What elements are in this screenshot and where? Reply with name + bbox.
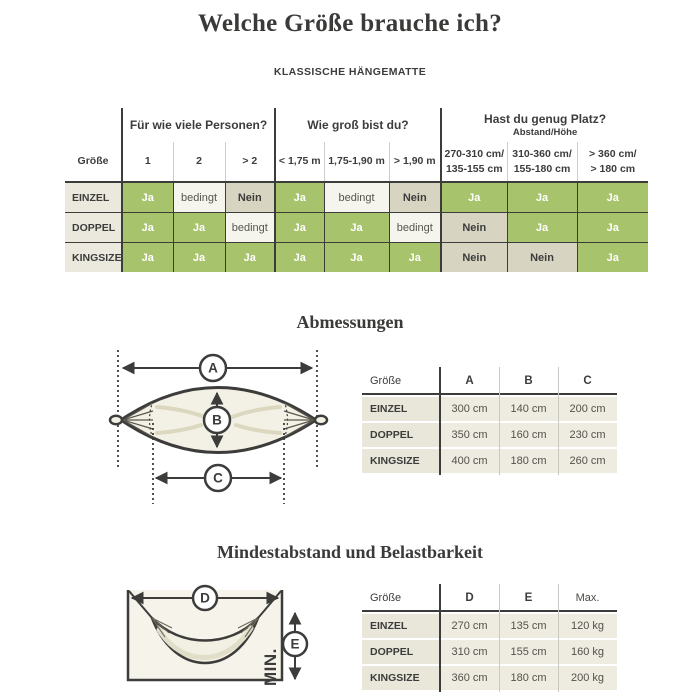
size-cell: bedingt xyxy=(173,182,225,213)
dim-label-a: A xyxy=(208,360,218,376)
size-table xyxy=(65,108,648,272)
dim-value: 300 cm xyxy=(440,397,499,421)
load-value: 270 cm xyxy=(440,614,499,638)
group-header-space-sub: Abstand/Höhe xyxy=(512,127,578,138)
size-cell: Ja xyxy=(225,243,275,273)
load-row-einzel xyxy=(362,614,617,638)
dim-value: 180 cm xyxy=(499,449,558,473)
dimensions-table xyxy=(362,367,617,475)
dimensions-header-row xyxy=(362,369,617,395)
load-row-kingsize xyxy=(362,666,617,690)
group-header-space-title: Hast du genug Platz? xyxy=(484,112,607,126)
size-cell: Ja xyxy=(507,213,577,243)
dim-value: 350 cm xyxy=(440,423,499,447)
col-header-space-1 xyxy=(441,142,507,182)
load-value: 180 cm xyxy=(499,666,558,690)
col-header-space-1-line2: 135-155 cm xyxy=(445,162,503,175)
col-header-groesse: Größe xyxy=(65,142,122,182)
col-header-space-2 xyxy=(507,142,577,182)
ring-left xyxy=(110,416,122,424)
load-value: 360 cm xyxy=(440,666,499,690)
group-header-persons: Für wie viele Personen? xyxy=(122,108,275,142)
ring-right xyxy=(315,416,327,424)
size-row-doppel xyxy=(65,213,648,243)
dimensions-row-einzel xyxy=(362,397,617,421)
page-title: Welche Größe brauche ich? xyxy=(198,10,502,37)
load-value: 135 cm xyxy=(499,614,558,638)
size-cell: Nein xyxy=(441,243,507,273)
load-value: 155 cm xyxy=(499,640,558,664)
dim-value: 140 cm xyxy=(499,397,558,421)
col-header-groesse: Größe xyxy=(362,369,440,395)
size-cell: bedingt xyxy=(389,213,441,243)
col-header-2-persons: 2 xyxy=(173,142,225,182)
size-cell: Ja xyxy=(173,213,225,243)
group-header-space xyxy=(441,108,648,142)
hammock-hanging-diagram xyxy=(95,578,310,700)
size-cell: Ja xyxy=(324,213,389,243)
load-value: 310 cm xyxy=(440,640,499,664)
load-table xyxy=(362,584,617,692)
row-label: EINZEL xyxy=(65,182,122,213)
col-header-space-3-line1: > 360 cm/ xyxy=(589,148,637,161)
load-header-row xyxy=(362,586,617,612)
size-cell: Ja xyxy=(324,243,389,273)
size-cell: Ja xyxy=(122,243,173,273)
row-label: KINGSIZE xyxy=(362,449,440,473)
size-cell: bedingt xyxy=(225,213,275,243)
col-header-space-3 xyxy=(577,142,648,182)
row-label: DOPPEL xyxy=(362,423,440,447)
col-header-height-small: < 1,75 m xyxy=(275,142,324,182)
table-divider xyxy=(499,584,500,692)
size-cell: Ja xyxy=(441,182,507,213)
col-header-groesse: Größe xyxy=(362,586,440,612)
col-header-space-2-line1: 310-360 cm/ xyxy=(512,148,572,161)
size-table-sub-header-row xyxy=(65,142,648,182)
size-cell: Ja xyxy=(122,182,173,213)
size-cell: Ja xyxy=(577,243,648,273)
table-divider xyxy=(439,584,441,692)
col-header-height-mid: 1,75-1,90 m xyxy=(324,142,389,182)
table-divider xyxy=(558,367,559,475)
corner-blank xyxy=(65,108,122,142)
dim-value: 230 cm xyxy=(558,423,617,447)
col-header-height-tall: > 1,90 m xyxy=(389,142,441,182)
col-header-1-person: 1 xyxy=(122,142,173,182)
size-cell: Nein xyxy=(507,243,577,273)
size-table-group-header-row xyxy=(65,108,648,142)
dimensions-row-doppel xyxy=(362,423,617,447)
row-label: EINZEL xyxy=(362,614,440,638)
size-cell: Nein xyxy=(225,182,275,213)
col-header-more-persons: > 2 xyxy=(225,142,275,182)
col-header-d: D xyxy=(440,586,499,612)
dim-label-d: D xyxy=(200,590,210,606)
load-row-doppel xyxy=(362,640,617,664)
dimensions-heading: Abmessungen xyxy=(296,312,404,332)
dim-label-e: E xyxy=(290,636,300,652)
table-divider xyxy=(439,367,441,475)
size-cell: Ja xyxy=(389,243,441,273)
table-divider xyxy=(499,367,500,475)
row-label: EINZEL xyxy=(362,397,440,421)
col-header-e: E xyxy=(499,586,558,612)
load-heading: Mindestabstand und Belastbarkeit xyxy=(216,542,484,562)
dim-value: 200 cm xyxy=(558,397,617,421)
size-row-einzel xyxy=(65,182,648,213)
table-divider xyxy=(558,584,559,692)
col-header-max: Max. xyxy=(558,586,617,612)
size-cell: Ja xyxy=(275,213,324,243)
load-value: 160 kg xyxy=(558,640,617,664)
row-label: KINGSIZE xyxy=(362,666,440,690)
dim-value: 400 cm xyxy=(440,449,499,473)
hammock-top-view-diagram xyxy=(95,347,335,512)
page-subtitle: KLASSISCHE HÄNGEMATTE xyxy=(273,66,427,78)
size-cell: bedingt xyxy=(324,182,389,213)
size-cell: Ja xyxy=(577,182,648,213)
col-header-c: C xyxy=(558,369,617,395)
dim-value: 160 cm xyxy=(499,423,558,447)
load-value: 200 kg xyxy=(558,666,617,690)
size-cell: Nein xyxy=(389,182,441,213)
load-value: 120 kg xyxy=(558,614,617,638)
size-row-kingsize xyxy=(65,243,648,273)
col-header-b: B xyxy=(499,369,558,395)
size-cell: Ja xyxy=(577,213,648,243)
dim-label-c: C xyxy=(213,470,223,486)
size-cell: Ja xyxy=(275,182,324,213)
size-cell: Ja xyxy=(122,213,173,243)
row-label: DOPPEL xyxy=(362,640,440,664)
size-cell: Ja xyxy=(275,243,324,273)
min-label: MIN. xyxy=(261,648,280,686)
col-header-space-1-line1: 270-310 cm/ xyxy=(444,148,505,161)
size-cell: Ja xyxy=(173,243,225,273)
dim-label-b: B xyxy=(212,412,222,428)
col-header-space-2-line2: 155-180 cm xyxy=(513,162,571,175)
group-header-height: Wie groß bist du? xyxy=(275,108,441,142)
row-label: KINGSIZE xyxy=(65,243,122,273)
col-header-a: A xyxy=(440,369,499,395)
dim-value: 260 cm xyxy=(558,449,617,473)
size-cell: Ja xyxy=(507,182,577,213)
dimensions-row-kingsize xyxy=(362,449,617,473)
size-cell: Nein xyxy=(441,213,507,243)
row-label: DOPPEL xyxy=(65,213,122,243)
col-header-space-3-line2: > 180 cm xyxy=(590,162,636,175)
